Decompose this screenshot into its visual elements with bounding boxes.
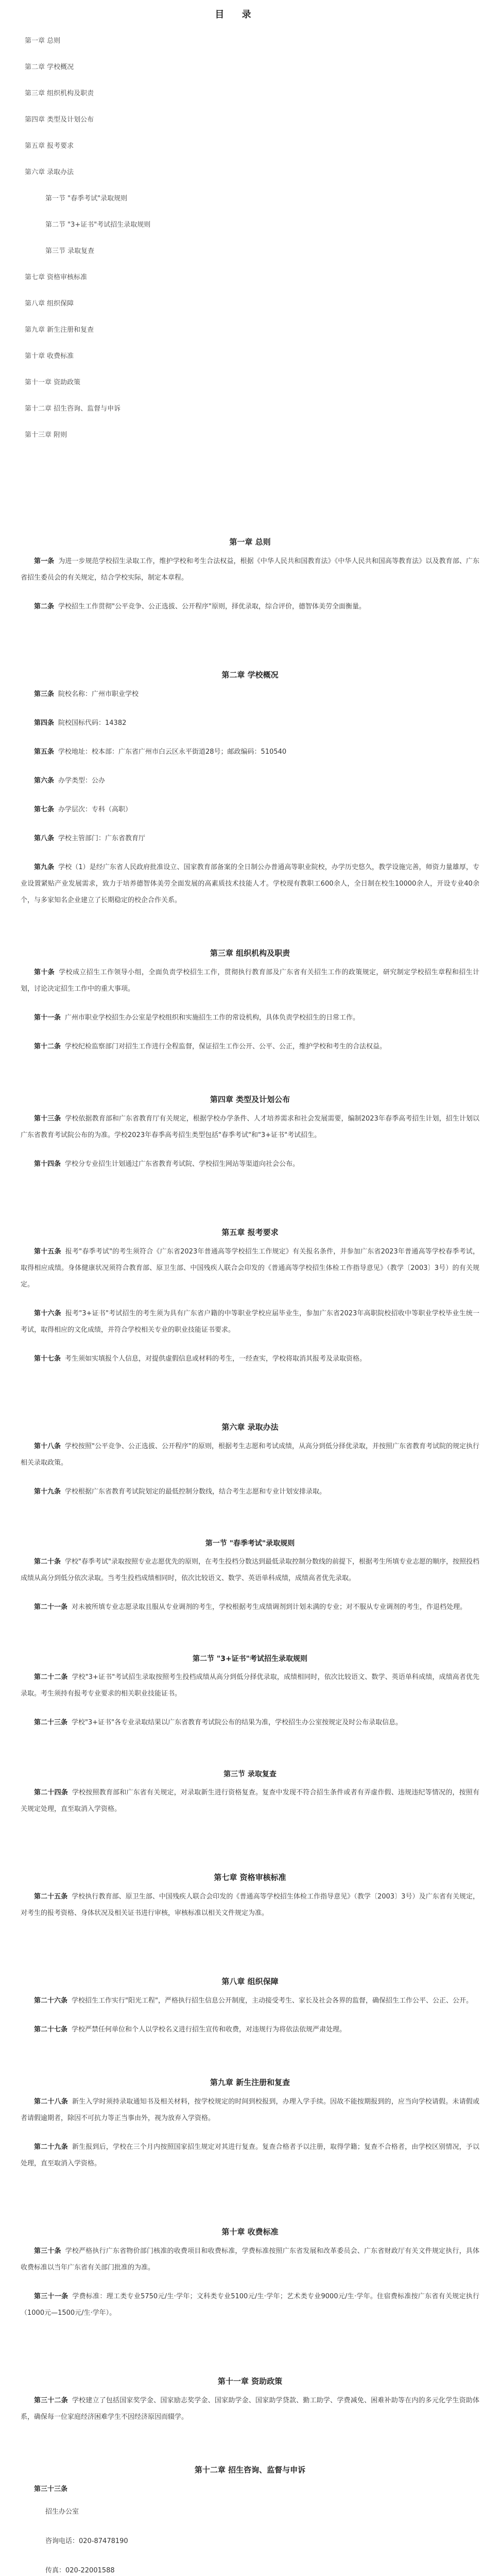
article <box>21 1306 479 1338</box>
article-text: 学校建立了包括国家奖学金、国家励志奖学金、国家助学金、国家助学贷款、勤工助学、学费减免、困难补助等在内的多元化学生资助体系，确保每一位家庭经济困难学生不因经济原因而辍学。 <box>21 2397 479 2421</box>
article <box>21 1351 479 1367</box>
document-body <box>0 531 500 2576</box>
article <box>21 1244 479 1293</box>
article <box>21 2022 479 2038</box>
chapter-title: 第十章 收费标准 <box>221 2227 279 2236</box>
article <box>21 553 479 586</box>
spacer <box>21 2050 479 2071</box>
article-text: 学费标准：理工类专业5750元/生·学年；文科类专业5100元/生·学年；艺术类专业9000元/生·学年。住宿费标准按广东省有关规定执行（1000元—1500元/生·学年）。 <box>21 2293 479 2317</box>
spacer <box>21 2334 479 2370</box>
toc-item[interactable]: 第三节 录取复查 <box>45 247 95 255</box>
toc-item[interactable]: 第二节 "3+证书"考试招生录取规则 <box>45 221 151 229</box>
article-text: 学校地址：校本部：广东省广州市白云区永平街道28号；邮政编码：510540 <box>58 748 287 756</box>
article-text: 学校执行教育部、原卫生部、中国残疾人联合会印发的《普通高等学校招生体检工作指导意见》（教学〔2003〕3号）及广东省有关规定，对考生的报考资格、身体状况及相关证书进行审核，审核标准以相关文件规定为准。 <box>21 1893 479 1917</box>
article-text: 新生入学时须持录取通知书及相关材料，按学校规定的时间到校报到，办理入学手续。因故不能按期报到的，应当向学校请假。未请假或者请假逾期者，除因不可抗力等正当事由外，视为放弃入学资格。 <box>21 2098 479 2122</box>
article <box>21 2243 479 2276</box>
article <box>21 1010 479 1026</box>
article-number: 第十三条 <box>34 1115 61 1123</box>
toc-item[interactable]: 第十三章 附则 <box>25 431 67 439</box>
article-text: 学校招生工作实行"阳光工程"，严格执行招生信息公开制度，主动接受考生、家长及社会各界的监督，确保招生工作公平、公正、公开。 <box>72 1997 473 2005</box>
toc-item[interactable]: 第一章 总则 <box>25 37 61 45</box>
article <box>21 1484 479 1500</box>
article-text: 学校根据广东省教育考试院划定的最低控制分数线，结合考生志愿和专业计划安排录取。 <box>65 1488 326 1496</box>
contact-line: 招生办公室 <box>45 2508 79 2516</box>
article-number: 第十六条 <box>34 1310 61 1317</box>
article <box>21 2289 479 2321</box>
article-number: 第二十二条 <box>34 1673 68 1681</box>
article <box>21 773 479 789</box>
article-number: 第五条 <box>34 748 55 756</box>
article-number: 第八条 <box>34 835 55 842</box>
article <box>21 1554 479 1587</box>
article-number: 第十四条 <box>34 1160 61 1168</box>
article-number: 第十条 <box>34 969 55 976</box>
article <box>21 599 479 615</box>
spacer <box>21 921 479 942</box>
article <box>21 715 479 732</box>
section-title: 第三节 录取复查 <box>223 1770 277 1778</box>
article-number: 第二十八条 <box>34 2098 68 2106</box>
article-number: 第四条 <box>34 719 55 727</box>
article-number: 第二十一条 <box>34 1603 68 1611</box>
article-number: 第二十七条 <box>34 2026 68 2033</box>
article-number: 第二十条 <box>34 1558 61 1566</box>
spacer <box>21 1185 479 1221</box>
article <box>21 859 479 909</box>
toc-item[interactable]: 第六章 录取办法 <box>25 168 74 176</box>
article <box>21 831 479 847</box>
toc-item[interactable]: 第七章 资格审核标准 <box>25 274 88 281</box>
article-text: 学校按照"公平竞争、公正选拔、公开程序"的原则，根据考生志愿和考试成绩，从高分到低分择优录取，并按照广东省教育考试院的规定执行相关录取政策。 <box>21 1443 479 1467</box>
article-text: 学校"3+证书"考试招生录取按照考生投档成绩从高分到低分择优录取，成绩相同时，依次比较语文、数学、英语单科成绩，成绩高者优先录取。考生须持有报考专业要求的相关职业技能证书。 <box>21 1673 479 1698</box>
contact-list <box>21 2504 479 2576</box>
article-number: 第二十六条 <box>34 1997 68 2005</box>
article-text: 学校依据教育部和广东省教育厅有关规定，根据学校办学条件、人才培养需求和社会发展需要，编制2023年春季高考招生计划，招生计划以广东省教育考试院公布的为准。学校2023年春季高考招生类型包括"春季考试"和"3+证书"考试招生。 <box>21 1115 479 1139</box>
article-number: 第三十条 <box>34 2247 61 2255</box>
article <box>21 964 479 997</box>
toc-item[interactable]: 第五章 报考要求 <box>25 142 74 150</box>
article <box>21 1715 479 1731</box>
article-text: 学校主管部门：广东省教育厅 <box>58 835 146 842</box>
article-number: 第十一条 <box>34 1014 61 1022</box>
spacer <box>21 1743 479 1764</box>
article-number: 第一条 <box>34 557 55 565</box>
article <box>21 2094 479 2127</box>
article-text: 报考"3+证书"考试招生的考生须为具有广东省户籍的中等职业学校应届毕业生，参加广东省2023年高职院校招收中等职业学校毕业生统一考试，取得相应的文化成绩，并符合学校相关专业的职业技能证书要求。 <box>21 1310 479 1334</box>
toc-item[interactable]: 第三章 组织机构及职责 <box>25 90 94 97</box>
chapter-title: 第十一章 资助政策 <box>217 2377 283 2386</box>
article-number: 第二条 <box>34 603 55 611</box>
chapter-title: 第一章 总则 <box>229 537 271 547</box>
chapter-title: 第二章 学校概况 <box>221 670 279 680</box>
article-number: 第六条 <box>34 777 55 785</box>
article <box>21 1669 479 1702</box>
article <box>21 1993 479 2009</box>
spacer <box>0 448 500 531</box>
chapter-title: 第七章 资格审核标准 <box>214 1873 286 1882</box>
article <box>21 2481 479 2498</box>
toc-item[interactable]: 第四章 类型及计划公布 <box>25 116 94 124</box>
chapter-title: 第十二章 招生咨询、监督与申诉 <box>194 2465 306 2475</box>
toc-item[interactable]: 第二章 学校概况 <box>25 63 74 71</box>
spacer <box>21 1830 479 1866</box>
article-text: 报考"春季考试"的考生须符合《广东省2023年普通高等学校招生工作规定》有关报名条件，并参加广东省2023年普通高等学校春季考试，取得相应成绩。身体健康状况须符合教育部、原卫生部、中国残疾人联合会印发的《普通高等学校招生体检工作指导意见》（教学〔2003〕3号）的有关规定。 <box>21 1248 479 1289</box>
chapter-title: 第五章 报考要求 <box>221 1228 279 1237</box>
article-text: 办学类型：公办 <box>58 777 106 785</box>
article-text: 学校"春季考试"录取按照专业志愿优先的原则，在考生投档分数达到最低录取控制分数线的前提下，根据考生所填专业志愿的顺序，按照投档成绩从高分到低分依次录取。当考生投档成绩相同时，依次比较语文、数学、英语单科成绩，成绩高者优先录取。 <box>21 1558 479 1582</box>
article-number: 第十七条 <box>34 1355 61 1363</box>
chapter-title: 第九章 新生注册和复查 <box>210 2078 290 2087</box>
toc-list <box>25 28 449 448</box>
spacer <box>21 2438 479 2459</box>
table-of-contents <box>0 0 500 448</box>
article-text: 学校"3+证书"各专业录取结果以广东省教育考试院公布的结果为准，学校招生办公室按规定及时公布录取信息。 <box>72 1719 403 1726</box>
article-number: 第二十四条 <box>34 1789 68 1797</box>
article <box>21 1785 479 1818</box>
article <box>21 744 479 760</box>
article <box>21 1156 479 1173</box>
article-number: 第三十二条 <box>34 2397 68 2404</box>
spacer <box>21 1067 479 1088</box>
section-title: 第一节 "春季考试"录取规则 <box>205 1539 295 1548</box>
article-text: 学校分专业招生计划通过广东省教育考试院、学校招生网站等渠道向社会公布。 <box>65 1160 300 1168</box>
toc-item[interactable]: 第十章 收费标准 <box>25 352 74 360</box>
chapter-title: 第六章 录取办法 <box>221 1422 279 1432</box>
article-text: 学校按照教育部和广东省有关规定，对录取新生进行资格复查。复查中发现不符合招生条件或者有弄虚作假、违规违纪等情况的，按照有关规定处理，直至取消入学资格。 <box>21 1789 479 1813</box>
toc-item[interactable]: 第十一章 资助政策 <box>25 379 81 386</box>
chapter-title: 第八章 组织保障 <box>221 1977 279 1986</box>
section-title: 第二节 "3+证书"考试招生录取规则 <box>193 1655 307 1663</box>
article-text: 院校国标代码：14382 <box>58 719 127 727</box>
article-number: 第二十三条 <box>34 1719 68 1726</box>
spacer <box>21 1380 479 1416</box>
article-number: 第十八条 <box>34 1443 61 1450</box>
article-text: 考生须如实填报个人信息，对提供虚假信息或材料的考生，一经查实，学校将取消其报考及录取资格。 <box>65 1355 367 1363</box>
toc-title: 目 录 <box>215 9 258 20</box>
article-text: 学校（1）是经广东省人民政府批准设立、国家教育部备案的全日制公办普通高等职业院校，办学历史悠久，教学设施完善，师资力量雄厚，专业设置紧贴产业发展需求，致力于培养德智体美劳全面发展的高素质技术技能人才。学校现有教职工600余人，全日制在校生10000余人，开设专业40余个，与多家知名企业建立了长期稳定的校企合作关系。 <box>21 863 479 904</box>
chapter-title: 第四章 类型及计划公布 <box>210 1095 290 1104</box>
article-text: 学校招生工作贯彻"公平竞争、公正选拔、公开程序"原则，择优录取，综合评价，德智体美劳全面衡量。 <box>58 603 366 611</box>
article-text: 对未被所填专业志愿录取且服从专业调剂的考生，学校根据考生成绩调剂到计划未满的专业；对不服从专业调剂的考生，作退档处理。 <box>72 1603 467 1611</box>
chapter-title: 第三章 组织机构及职责 <box>210 948 290 958</box>
article-number: 第三条 <box>34 690 55 698</box>
article <box>21 1111 479 1144</box>
article <box>21 1039 479 1055</box>
article-text: 学校严格执行广东省物价部门核准的收费项目和收费标准，学费标准按照广东省发展和改革委员会、广东省财政厅有关文件规定执行，具体收费标准以当年广东省有关部门批准的为准。 <box>21 2247 479 2272</box>
contact-line: 传真：020-22001588 <box>45 2567 115 2574</box>
article-text: 办学层次：专科（高职） <box>58 806 132 814</box>
article-text: 院校名称：广州市职业学校 <box>58 690 139 698</box>
toc-item[interactable]: 第十二章 招生咨询、监督与申诉 <box>25 405 121 413</box>
article <box>21 1889 479 1922</box>
article <box>21 2139 479 2172</box>
toc-item[interactable]: 第九章 新生注册和复查 <box>25 326 94 334</box>
article-text: 学校严禁任何单位和个人以学校名义进行招生宣传和收费，对违规行为将依法依规严肃处理。 <box>72 2026 347 2033</box>
spacer <box>21 1513 479 1533</box>
spacer <box>21 1628 479 1649</box>
article <box>21 1599 479 1616</box>
article-number: 第十九条 <box>34 1488 61 1496</box>
toc-item[interactable]: 第八章 组织保障 <box>25 300 74 308</box>
article <box>21 2393 479 2426</box>
article <box>21 1438 479 1471</box>
spacer <box>21 1934 479 1970</box>
article-number: 第二十五条 <box>34 1893 68 1901</box>
article-number: 第七条 <box>34 806 55 814</box>
article-number: 第十五条 <box>34 1248 61 1256</box>
article-text: 学校成立招生工作领导小组，全面负责学校招生工作，贯彻执行教育部及广东省有关招生工作的政策规定，研究制定学校招生章程和招生计划，讨论决定招生工作中的重大事项。 <box>21 969 479 993</box>
spacer <box>21 628 479 664</box>
article-text: 广州市职业学校招生办公室是学校组织和实施招生工作的常设机构，具体负责学校招生的日常工作。 <box>65 1014 360 1022</box>
article-text: 为进一步规范学校招生录取工作，维护学校和考生合法权益，根据《中华人民共和国教育法》《中华人民共和国高等教育法》以及教育部、广东省招生委员会的有关规定，结合学校实际，制定本章程。 <box>21 557 479 582</box>
article-text: 新生报到后，学校在三个月内按照国家招生规定对其进行复查。复查合格者予以注册，取得学籍；复查不合格者，由学校区别情况，予以处理，直至取消入学资格。 <box>21 2143 479 2167</box>
article-number: 第三十三条 <box>34 2485 68 2493</box>
article <box>21 802 479 818</box>
article-number: 第九条 <box>34 863 55 871</box>
spacer <box>21 2184 479 2221</box>
article <box>21 686 479 703</box>
contact-line: 咨询电话：020-87478190 <box>45 2537 128 2545</box>
article-number: 第三十一条 <box>34 2293 68 2300</box>
article-number: 第二十九条 <box>34 2143 68 2151</box>
article-text: 学校纪检监察部门对招生工作进行全程监督，保证招生工作公开、公平、公正，维护学校和考生的合法权益。 <box>65 1043 387 1050</box>
toc-item[interactable]: 第一节 "春季考试"录取规则 <box>45 195 128 202</box>
article-number: 第十二条 <box>34 1043 61 1050</box>
